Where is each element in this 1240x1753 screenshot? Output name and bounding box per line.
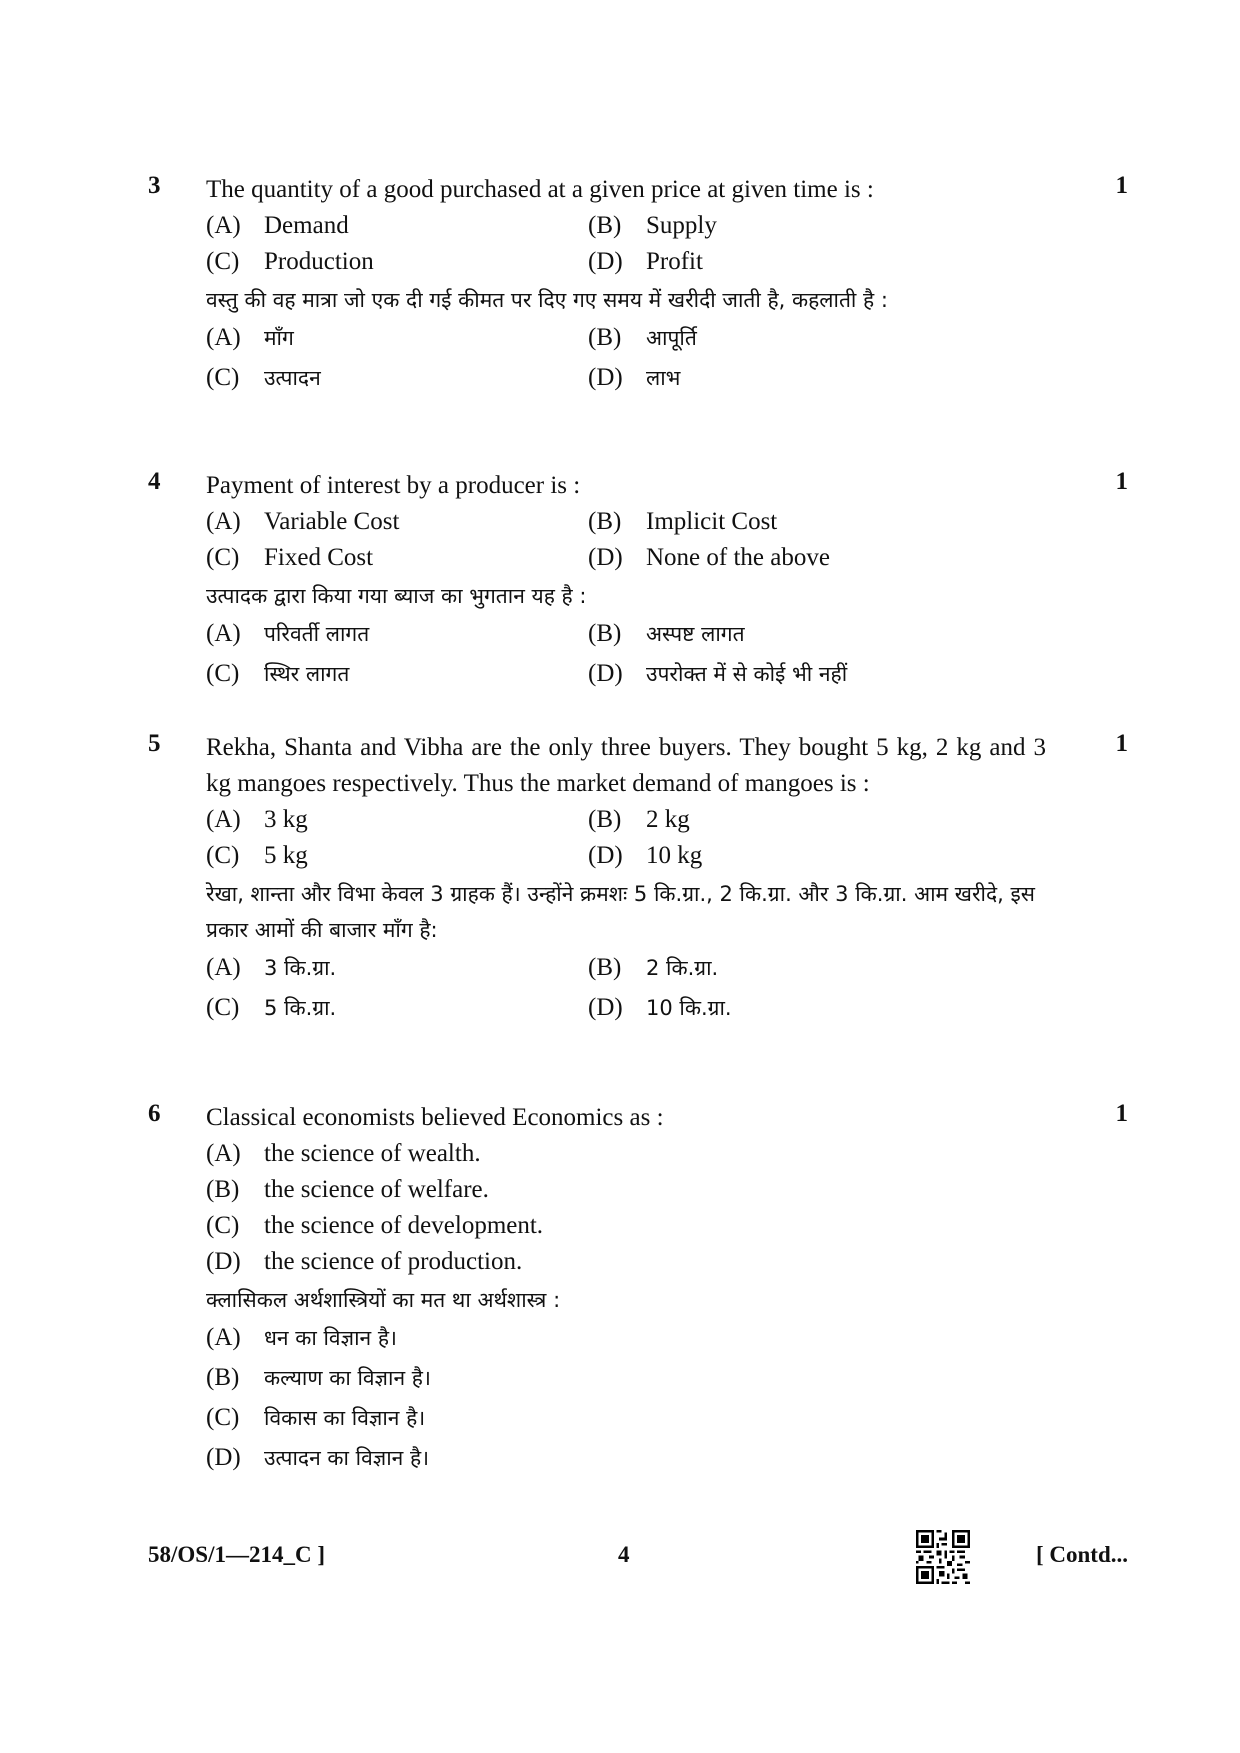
- question-text-hi: उत्पादक द्वारा किया गया ब्याज का भुगतान यह है :: [206, 584, 587, 608]
- option-a-en: (A) Demand: [206, 212, 349, 239]
- options-row-en: [206, 208, 1128, 244]
- option-b-en: (B) 2 kg: [588, 806, 690, 833]
- option-a-hi: (A) धन का विज्ञान है।: [206, 1324, 397, 1351]
- option-d-en: (D) Profit: [588, 248, 703, 275]
- page-footer: [148, 1530, 1128, 1590]
- question-text-en: The quantity of a good purchased at a given price at given time is :: [206, 176, 874, 203]
- option-d-en: (D) None of the above: [588, 544, 830, 571]
- question-number: 5: [148, 730, 161, 757]
- question-3: [148, 172, 1128, 398]
- continued-label: [ Contd...: [1035, 1542, 1128, 1567]
- options-row-hi: [206, 318, 1128, 358]
- option-c-hi: (C) 5 कि.ग्रा.: [206, 994, 337, 1021]
- option-a-en: (A) Variable Cost: [206, 508, 400, 535]
- option-c-hi: (C) उत्पादन: [206, 364, 321, 391]
- options-row-hi: [206, 948, 1128, 988]
- question-marks: 1: [1115, 1100, 1128, 1127]
- question-number: 4: [148, 468, 161, 495]
- options-row-en: [206, 244, 1128, 280]
- options-row-hi: [206, 614, 1128, 654]
- question-marks: 1: [1115, 468, 1128, 495]
- option-c-en: (C) Fixed Cost: [206, 544, 374, 571]
- question-text-hi: वस्तु की वह मात्रा जो एक दी गई कीमत पर दिए गए समय में खरीदी जाती है, कहलाती है :: [206, 288, 888, 312]
- option-a-hi: (A) परिवर्ती लागत: [206, 620, 370, 647]
- page-number: 4: [618, 1542, 630, 1567]
- question-number: 6: [148, 1100, 161, 1127]
- option-b-hi: (B) 2 कि.ग्रा.: [588, 954, 719, 981]
- option-b-en: (B) the science of welfare.: [206, 1176, 489, 1203]
- question-text-hi: रेखा, शान्ता और विभा केवल 3 ग्राहक हैं। उन्होंने क्रमशः 5 कि.ग्रा., 2 कि.ग्रा. और 3 कि.ग्रा. आम खरीदे, इस प्रकार आमों की बाजार माँग है:: [206, 882, 1036, 942]
- option-b-en: (B) Implicit Cost: [588, 508, 778, 535]
- question-4: [148, 468, 1128, 694]
- question-5: [148, 730, 1128, 1028]
- option-c-en: (C) 5 kg: [206, 842, 308, 869]
- options-row-en: [206, 540, 1128, 576]
- option-a-hi: (A) माँग: [206, 324, 294, 351]
- question-text-en: Classical economists believed Economics as :: [206, 1104, 664, 1131]
- question-text-en: Payment of interest by a producer is :: [206, 472, 581, 499]
- option-a-en: (A) the science of wealth.: [206, 1140, 481, 1167]
- question-marks: 1: [1115, 730, 1128, 757]
- options-row-hi: [206, 358, 1128, 398]
- option-d-en: (D) the science of production.: [206, 1248, 523, 1275]
- question-6: [148, 1100, 1128, 1478]
- question-text-hi: क्लासिकल अर्थशास्त्रियों का मत था अर्थशास्त्र :: [206, 1288, 561, 1312]
- option-c-hi: (C) विकास का विज्ञान है।: [206, 1404, 426, 1431]
- paper-code: 58/OS/1—214_C ]: [148, 1542, 325, 1567]
- options-row-en: [206, 504, 1128, 540]
- question-marks: 1: [1115, 172, 1128, 199]
- question-number: 3: [148, 172, 161, 199]
- option-b-hi: (B) कल्याण का विज्ञान है।: [206, 1364, 431, 1391]
- options-row-hi: [206, 988, 1128, 1028]
- options-row-en: [206, 802, 1128, 838]
- option-d-hi: (D) लाभ: [588, 364, 681, 391]
- option-d-en: (D) 10 kg: [588, 842, 703, 869]
- option-a-en: (A) 3 kg: [206, 806, 308, 833]
- options-row-en: [206, 838, 1128, 874]
- option-d-hi: (D) 10 कि.ग्रा.: [588, 994, 732, 1021]
- option-b-hi: (B) अस्पष्ट लागत: [588, 620, 745, 647]
- option-d-hi: (D) उत्पादन का विज्ञान है।: [206, 1444, 430, 1471]
- options-row-hi: [206, 654, 1128, 694]
- qr-code-icon: [916, 1530, 970, 1584]
- question-text-en: Rekha, Shanta and Vibha are the only three buyers. They bought 5 kg, 2 kg and 3 kg mangoes respectively. Thus the market demand of mangoes is :: [206, 734, 1046, 797]
- option-c-en: (C) the science of development.: [206, 1212, 544, 1239]
- option-b-hi: (B) आपूर्ति: [588, 324, 697, 351]
- option-c-hi: (C) स्थिर लागत: [206, 660, 350, 687]
- option-b-en: (B) Supply: [588, 212, 717, 239]
- option-c-en: (C) Production: [206, 248, 374, 275]
- option-d-hi: (D) उपरोक्त में से कोई भी नहीं: [588, 660, 848, 687]
- option-a-hi: (A) 3 कि.ग्रा.: [206, 954, 337, 981]
